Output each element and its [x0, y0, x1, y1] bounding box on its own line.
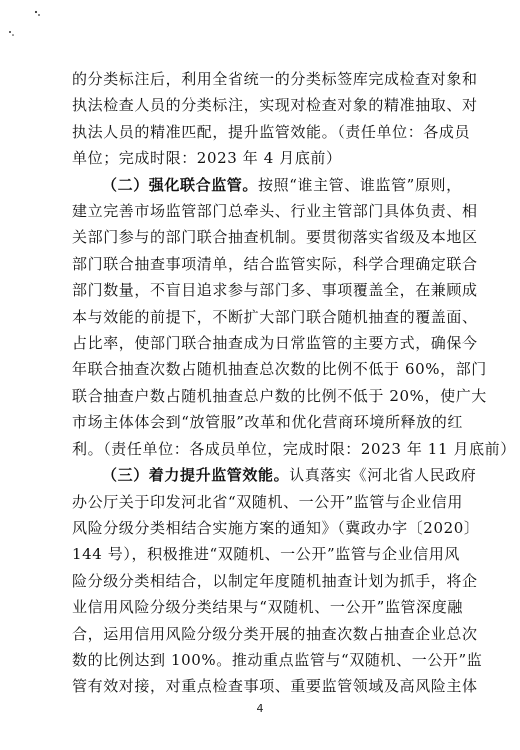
text-line: 本与效能的前提下，不断扩大部门联合随机抽查的覆盖面、	[72, 307, 478, 326]
scan-specks	[6, 6, 46, 46]
page-number: 4	[256, 702, 264, 715]
text-line: 执法人员的精准匹配，提升监管效能。（责任单位：各成员	[72, 122, 471, 141]
text-line: 部门联合抽查事项清单，结合监管实际，科学合理确定联合	[72, 254, 478, 273]
text-line: 单位；完成时限：2023 年 4 月底前）	[72, 149, 342, 168]
document-body	[72, 66, 516, 700]
text-line: 占比率，使部门联合抽查成为日常监管的主要方式，确保今	[72, 334, 478, 353]
text-line: 数的比例达到 100%。推动重点监管与“双随机、一公开”监	[72, 650, 483, 669]
section-heading: （二）强化联合监管。	[102, 175, 259, 194]
heading-line-rest: 认真落实《河北省人民政府	[289, 466, 477, 485]
section-heading-line	[72, 172, 462, 198]
text-line: 执法检查人员的分类标注，实现对检查对象的精准抽取、对	[72, 96, 478, 115]
text-line: 利。（责任单位：各成员单位，完成时限：2023 年 11 月底前）	[72, 439, 516, 458]
section-heading-line	[72, 462, 477, 488]
text-line: 部门数量，不盲目追求参与部门多、事项覆盖全，在兼顾成	[72, 281, 478, 300]
text-line: 的分类标注后，利用全省统一的分类标签库完成检查对象和	[72, 70, 478, 88]
text-line: 年联合抽查次数占随机抽查总次数的比例不低于 60%，部门	[72, 360, 487, 379]
paragraph-2	[72, 172, 516, 462]
text-line: 市场主体体会到“放管服”改革和优化营商环境所释放的红	[72, 413, 463, 432]
heading-line-rest: 按照“谁主管、谁监管”原则，	[258, 175, 462, 194]
text-line: 险分级分类相结合，以制定年度随机抽查计划为抓手，将企	[72, 571, 478, 590]
text-line: 合，运用信用风险分级分类开展的抽查次数占抽查企业总次	[72, 624, 478, 643]
section-heading: （三）着力提升监管效能。	[102, 466, 290, 485]
text-line: 144 号），积极推进“双随机、一公开”监管与企业信用风	[72, 545, 461, 564]
text-line: 风险分级分类相结合实施方案的通知》（冀政办字〔2020〕	[72, 518, 480, 537]
text-line: 建立完善市场监管部门总牵头、行业主管部门具体负责、相	[72, 202, 478, 221]
text-line: 联合抽查户数占随机抽查总户数的比例不低于 20%，使广大	[72, 386, 487, 405]
paragraph-1	[72, 66, 478, 172]
text-line: 办公厅关于印发河北省“双随机、一公开”监管与企业信用	[72, 492, 463, 511]
text-line: 关部门参与的部门联合抽查机制。要贯彻落实省级及本地区	[72, 228, 478, 247]
paragraph-3	[72, 462, 483, 700]
text-line: 业信用风险分级分类结果与“双随机、一公开”监管深度融	[72, 598, 463, 617]
text-line: 管有效对接，对重点检查事项、重要监管领域及高风险主体	[72, 677, 478, 696]
